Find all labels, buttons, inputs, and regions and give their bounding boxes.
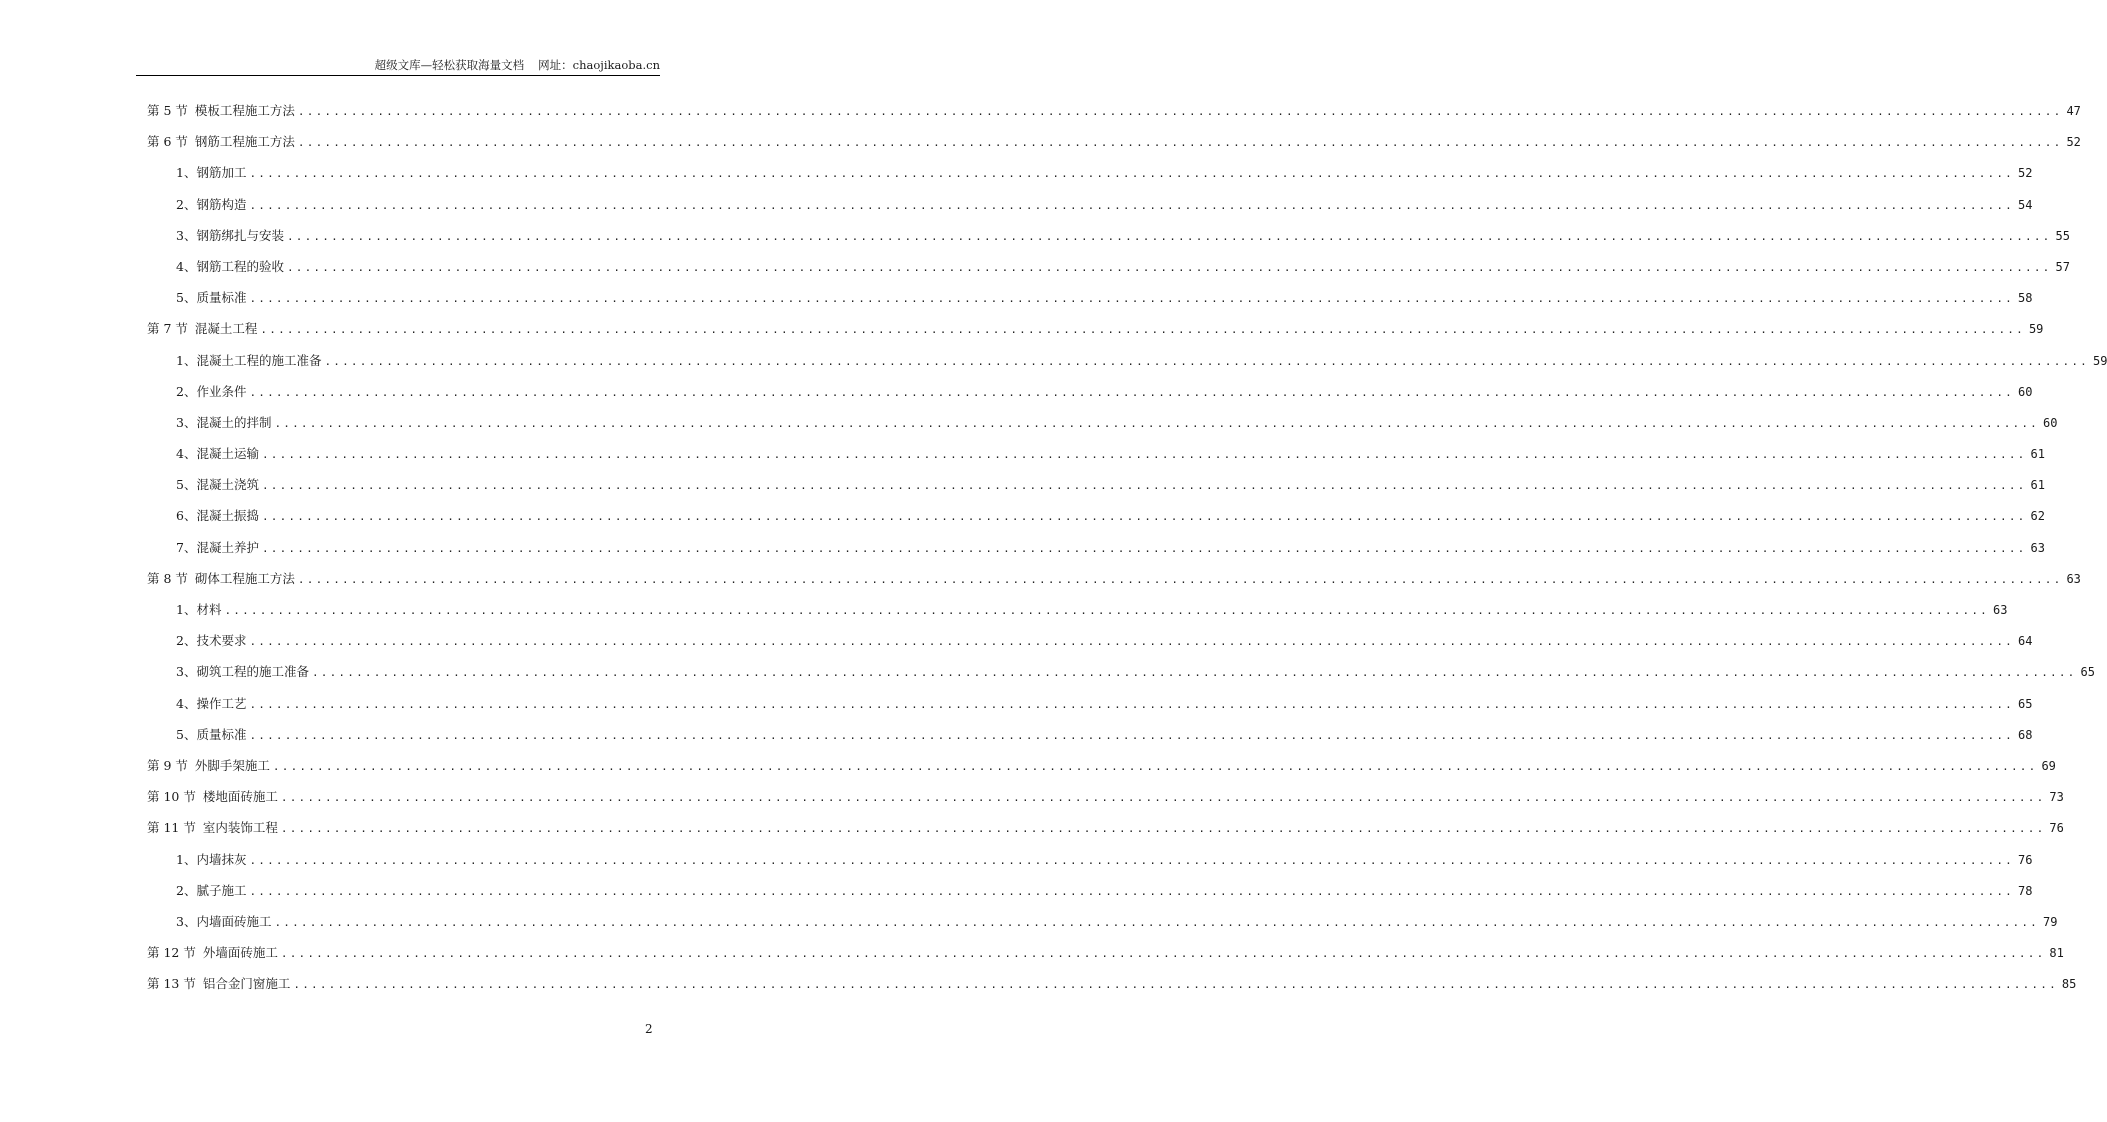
dot-leader: ........................................................................................................................................................................................................: [274, 416, 2039, 430]
toc-entry[interactable]: [147, 500, 2045, 531]
toc-entry[interactable]: [147, 594, 2008, 625]
toc-entry-page: 65: [2017, 696, 2033, 711]
toc-entry-number: 3、: [176, 913, 197, 929]
toc-entry-number: 2、: [176, 633, 197, 649]
dot-leader: ........................................................................................................................................................................................................: [272, 759, 2038, 773]
toc-entry-title: 混凝土工程的施工准备: [196, 352, 322, 368]
dot-leader: ........................................................................................................................................................................................................: [297, 105, 2063, 118]
toc-entry-title: 钢筋绑扎与安装: [196, 227, 284, 243]
toc-entry-number: 7、: [176, 539, 197, 555]
dot-leader: ........................................................................................................................................................................................................: [249, 292, 2014, 306]
dot-leader: ........................................................................................................................................................................................................: [286, 229, 2052, 243]
toc-entry[interactable]: [147, 625, 2033, 656]
toc-entry-page: 81: [2049, 946, 2064, 961]
toc-entry-page: 64: [2017, 634, 2033, 649]
dot-leader: ........................................................................................................................................................................................................: [324, 354, 2089, 368]
toc-entry-title: 钢筋工程施工方法: [194, 134, 295, 150]
toc-entry-page: 68: [2017, 727, 2033, 742]
toc-entry[interactable]: [147, 126, 2081, 157]
toc-entry-title: 腻子施工: [196, 882, 247, 898]
dot-leader: ........................................................................................................................................................................................................: [261, 479, 2027, 493]
dot-leader: ........................................................................................................................................................................................................: [280, 822, 2046, 836]
toc-entry-number: 第 9 节: [147, 757, 188, 773]
toc-entry-title: 钢筋工程的验收: [196, 258, 284, 274]
toc-entry-number: 第 8 节: [147, 570, 188, 586]
toc-entry-number: 1、: [176, 352, 197, 368]
toc-entry-page: 61: [2030, 478, 2045, 493]
toc-entry-page: 57: [2055, 259, 2070, 274]
toc-entry[interactable]: [147, 906, 2058, 937]
toc-entry-number: 5、: [176, 477, 197, 493]
toc-entry-number: 第 12 节: [147, 945, 196, 961]
toc-entry[interactable]: [147, 282, 2033, 313]
toc-entry-page: 63: [2066, 571, 2081, 586]
toc-entry-page: 62: [2030, 509, 2045, 524]
dot-leader: ........................................................................................................................................................................................................: [280, 791, 2046, 805]
toc-entry[interactable]: [147, 656, 2095, 687]
toc-entry[interactable]: [147, 376, 2033, 407]
dot-leader: ........................................................................................................................................................................................................: [249, 853, 2014, 867]
toc-entry-title: 混凝土工程: [194, 321, 258, 337]
dot-leader: ........................................................................................................................................................................................................: [293, 978, 2058, 992]
toc-entry-page: 65: [2080, 665, 2095, 680]
toc-entry-number: 2、: [176, 383, 197, 399]
toc-entry-title: 钢筋加工: [196, 165, 247, 181]
toc-entry-number: 4、: [176, 695, 197, 711]
toc-entry-number: 5、: [176, 726, 197, 742]
toc-entry-number: 第 13 节: [147, 976, 196, 992]
toc-entry-page: 52: [2066, 135, 2081, 150]
toc-entry-page: 76: [2017, 852, 2033, 867]
toc-entry[interactable]: [147, 220, 2070, 251]
toc-entry-page: 55: [2055, 228, 2070, 243]
toc-entry-title: 钢筋构造: [196, 196, 247, 212]
toc-entry[interactable]: [147, 313, 2044, 344]
toc-entry-number: 4、: [176, 446, 197, 462]
toc-entry-number: 第 7 节: [147, 321, 188, 337]
dot-leader: ........................................................................................................................................................................................................: [249, 635, 2014, 649]
toc-entry[interactable]: [147, 875, 2033, 906]
site-name: 超级文库—轻松获取海量文档: [374, 58, 525, 72]
dot-leader: ........................................................................................................................................................................................................: [311, 666, 2077, 680]
toc-entry-page: 61: [2030, 447, 2045, 462]
toc-entry-number: 5、: [176, 290, 197, 306]
toc-entry-title: 材料: [196, 602, 222, 617]
toc-entry[interactable]: [147, 189, 2033, 220]
toc-entry-page: 63: [1992, 603, 2008, 617]
dot-leader: ........................................................................................................................................................................................................: [261, 541, 2027, 555]
toc-entry-page: 54: [2017, 197, 2033, 212]
toc-entry-title: 内墙抹灰: [196, 851, 247, 867]
toc-entry-title: 质量标准: [196, 290, 247, 306]
toc-entry-page: 78: [2017, 883, 2033, 898]
toc-entry-number: 1、: [176, 602, 197, 617]
dot-leader: ........................................................................................................................................................................................................: [249, 198, 2014, 212]
toc-entry-title: 外脚手架施工: [194, 757, 270, 773]
dot-leader: ........................................................................................................................................................................................................: [249, 884, 2014, 898]
toc-entry-number: 6、: [176, 508, 197, 524]
toc-entry-title: 混凝土浇筑: [196, 477, 259, 493]
toc-entry-page: 60: [2017, 384, 2033, 399]
toc-entry-title: 混凝土振捣: [196, 508, 259, 524]
toc-entry-page: 79: [2042, 914, 2058, 929]
toc-entry-title: 内墙面砖施工: [196, 913, 272, 929]
dot-leader: ........................................................................................................................................................................................................: [249, 385, 2014, 399]
toc-entry-title: 模板工程施工方法: [194, 103, 295, 118]
toc-entry-page: 59: [2092, 353, 2107, 368]
toc-entry[interactable]: [147, 812, 2064, 843]
toc-entry[interactable]: [147, 251, 2070, 282]
toc-entry[interactable]: [147, 750, 2056, 781]
dot-leader: ........................................................................................................................................................................................................: [261, 448, 2027, 462]
toc-entry[interactable]: [147, 95, 2081, 126]
toc-entry[interactable]: [147, 563, 2081, 594]
toc-entry-title: 混凝土运输: [196, 446, 259, 462]
toc-entry-title: 混凝土的拌制: [196, 414, 272, 430]
dot-leader: ........................................................................................................................................................................................................: [297, 572, 2063, 586]
toc-entry-page: 63: [2030, 540, 2045, 555]
toc-entry[interactable]: [147, 844, 2033, 875]
dot-leader: ........................................................................................................................................................................................................: [280, 947, 2046, 961]
toc-entry-page: 59: [2028, 322, 2044, 337]
dot-leader: ........................................................................................................................................................................................................: [249, 728, 2014, 742]
dot-leader: ........................................................................................................................................................................................................: [224, 604, 1989, 617]
toc-entry-number: 3、: [176, 227, 197, 243]
toc-entry-title: 砌筑工程的施工准备: [196, 664, 309, 680]
toc-entry-title: 混凝土养护: [196, 539, 259, 555]
dot-leader: ........................................................................................................................................................................................................: [297, 136, 2063, 150]
dot-leader: ........................................................................................................................................................................................................: [274, 915, 2039, 929]
toc-entry[interactable]: [147, 438, 2045, 469]
dot-leader: ........................................................................................................................................................................................................: [249, 697, 2014, 711]
toc-entry-number: 第 10 节: [147, 789, 196, 805]
toc-entry-number: 4、: [176, 258, 197, 274]
toc-entry-page: 47: [2066, 104, 2081, 118]
toc-entry[interactable]: [147, 157, 2033, 188]
toc-entry-number: 3、: [176, 414, 197, 430]
toc-entry-title: 操作工艺: [196, 695, 247, 711]
toc-entry-number: 1、: [176, 851, 197, 867]
toc-entry-number: 2、: [176, 882, 197, 898]
toc-entry[interactable]: [147, 532, 2045, 563]
table-of-contents: [147, 95, 2107, 999]
toc-entry[interactable]: [147, 781, 2064, 812]
toc-entry-number: 1、: [176, 165, 197, 181]
toc-entry-title: 楼地面砖施工: [202, 789, 278, 805]
toc-entry[interactable]: [147, 937, 2064, 968]
toc-entry[interactable]: [147, 968, 2077, 999]
toc-entry-number: 第 5 节: [147, 103, 188, 118]
toc-entry-page: 73: [2049, 790, 2064, 805]
dot-leader: ........................................................................................................................................................................................................: [249, 167, 2014, 181]
toc-entry-page: 52: [2017, 166, 2033, 181]
dot-leader: ........................................................................................................................................................................................................: [261, 510, 2027, 524]
toc-entry-title: 铝合金门窗施工: [202, 976, 291, 992]
toc-entry-page: 76: [2049, 821, 2064, 836]
page-header: [136, 55, 660, 76]
toc-entry-page: 60: [2042, 415, 2058, 430]
toc-entry-title: 质量标准: [196, 726, 247, 742]
toc-entry[interactable]: [147, 345, 2107, 376]
toc-entry[interactable]: [147, 688, 2033, 719]
toc-entry-title: 技术要求: [196, 633, 247, 649]
site-url: 网址：chaojikaoba.cn: [538, 58, 660, 72]
dot-leader: ........................................................................................................................................................................................................: [260, 323, 2025, 337]
toc-entry-page: 58: [2017, 291, 2033, 306]
dot-leader: ........................................................................................................................................................................................................: [286, 260, 2052, 274]
toc-entry-page: 69: [2041, 758, 2056, 773]
toc-entry-title: 外墙面砖施工: [202, 945, 278, 961]
toc-entry[interactable]: [147, 407, 2058, 438]
toc-entry-title: 作业条件: [196, 383, 247, 399]
toc-entry-number: 3、: [176, 664, 197, 680]
page-number: 2: [645, 1022, 653, 1036]
toc-entry-number: 第 11 节: [147, 820, 196, 836]
toc-entry-number: 第 6 节: [147, 134, 188, 150]
toc-entry-number: 2、: [176, 196, 197, 212]
toc-entry[interactable]: [147, 719, 2033, 750]
toc-entry-page: 85: [2061, 977, 2077, 992]
toc-entry[interactable]: [147, 469, 2045, 500]
toc-entry-title: 砌体工程施工方法: [194, 570, 295, 586]
toc-entry-title: 室内装饰工程: [202, 820, 278, 836]
